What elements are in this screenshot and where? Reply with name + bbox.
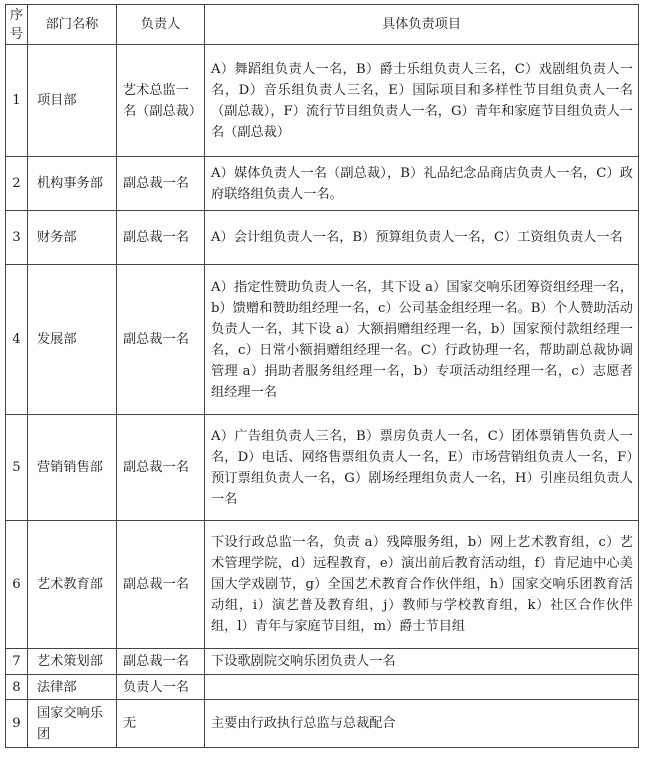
row-head: 副总裁一名	[117, 211, 205, 265]
row-head: 无	[117, 700, 205, 748]
row-index: 6	[6, 521, 28, 649]
row-department: 营销销售部	[28, 415, 117, 521]
row-department: 发展部	[28, 265, 117, 415]
row-department: 财务部	[28, 211, 117, 265]
row-projects	[205, 675, 639, 700]
table-row	[6, 675, 639, 700]
table-row	[6, 265, 639, 415]
row-index: 7	[6, 649, 28, 675]
row-index: 8	[6, 675, 28, 700]
row-department: 项目部	[28, 45, 117, 157]
table-row	[6, 700, 639, 748]
row-head: 副总裁一名	[117, 265, 205, 415]
row-index: 5	[6, 415, 28, 521]
table-row	[6, 157, 639, 211]
header-head: 负责人	[117, 5, 205, 45]
table-row	[6, 521, 639, 649]
row-head: 副总裁一名	[117, 521, 205, 649]
table-row	[6, 45, 639, 157]
row-head: 副总裁一名	[117, 649, 205, 675]
row-department: 艺术策划部	[28, 649, 117, 675]
header-projects: 具体负责项目	[205, 5, 639, 45]
row-projects: 主要由行政执行总监与总裁配合	[205, 700, 639, 748]
header-index: 序号	[6, 5, 28, 45]
row-department: 艺术教育部	[28, 521, 117, 649]
department-table	[5, 4, 639, 748]
table-row	[6, 415, 639, 521]
row-index: 2	[6, 157, 28, 211]
table-row	[6, 649, 639, 675]
row-index: 3	[6, 211, 28, 265]
row-projects: A）广告组负责人三名，B）票房负责人一名，C）团体票销售负责人一名，D）电话、网络售票组负责人一名，E）市场营销组负责人一名，F）预订票组负责人一名，G）剧场经理组负责人一名，H）引座员组负责人一名	[205, 415, 639, 521]
row-department: 国家交响乐团	[28, 700, 117, 748]
row-projects: A）会计组负责人一名，B）预算组负责人一名，C）工资组负责人一名	[205, 211, 639, 265]
row-department: 机构事务部	[28, 157, 117, 211]
row-head: 副总裁一名	[117, 415, 205, 521]
row-head: 副总裁一名	[117, 157, 205, 211]
row-projects: 下设歌剧院交响乐团负责人一名	[205, 649, 639, 675]
row-projects: A）指定性赞助负责人一名，其下设 a）国家交响乐团筹资组经理一名，b）馈赠和赞助组经理一名，c）公司基金组经理一名。B）个人赞助活动负责人一名，其下设 a）大额捐赠组经理一名，b）国家预付款组经理一名，c）日常小额捐赠组经理一名。C）行政协理一名，帮助副总裁协调管理 a）捐助者服务组经理一名，b）专项活动组经理一名，c）志愿者组经理一名	[205, 265, 639, 415]
row-head: 负责人一名	[117, 675, 205, 700]
table-header-row	[6, 5, 639, 45]
table-row	[6, 211, 639, 265]
row-department: 法律部	[28, 675, 117, 700]
row-projects: A）媒体负责人一名（副总裁），B）礼品纪念品商店负责人一名，C）政府联络组负责人一名。	[205, 157, 639, 211]
row-index: 9	[6, 700, 28, 748]
row-head: 艺术总监一名（副总裁）	[117, 45, 205, 157]
header-department: 部门名称	[28, 5, 117, 45]
row-projects: A）舞蹈组负责人一名，B）爵士乐组负责人三名，C）戏剧组负责人一名，D）音乐组负责人三名，E）国际项目和多样性节目组负责人一名（副总裁），F）流行节目组负责人一名，G）青年和家庭节目组负责人一名（副总裁）	[205, 45, 639, 157]
row-projects: 下设行政总监一名，负责 a）残障服务组，b）网上艺术教育组，c）艺术管理学院，d）远程教育，e）演出前后教育活动组，f）肯尼迪中心美国大学戏剧节，g）全国艺术教育合作伙伴组，h）国家交响乐团教育活动组，i）演艺普及教育组，j）教师与学校教育组，k）社区合作伙伴组，l）青年与家庭节目组，m）爵士节目组	[205, 521, 639, 649]
row-index: 1	[6, 45, 28, 157]
row-index: 4	[6, 265, 28, 415]
